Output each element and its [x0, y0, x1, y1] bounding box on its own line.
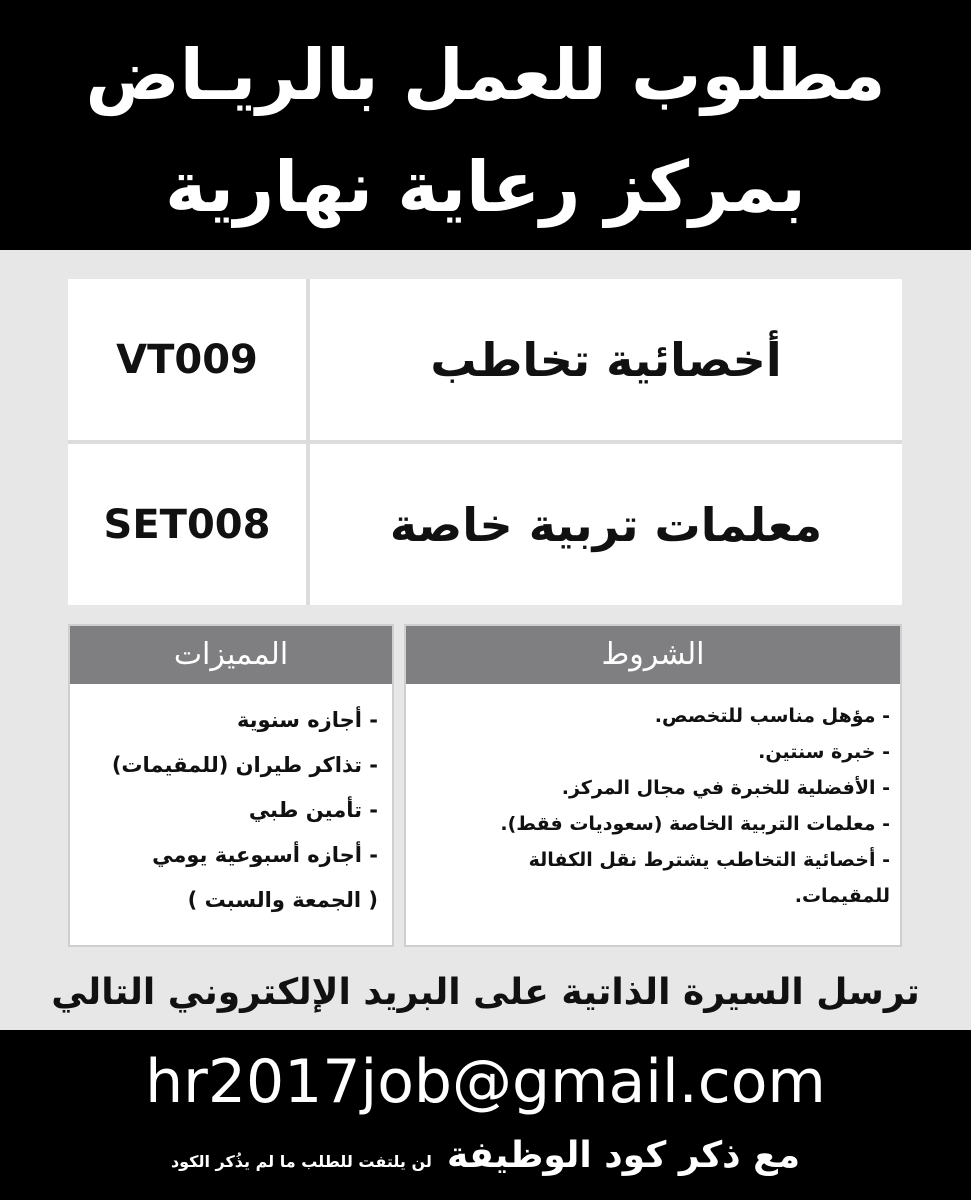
list-item: - مؤهل مناسب للتخصص.	[654, 705, 890, 727]
features-list	[70, 684, 392, 923]
footnote	[0, 1130, 971, 1188]
list-item: - تذاكر طيران (للمقيمات)	[111, 753, 378, 777]
jobs-table	[68, 279, 902, 605]
conditions-list	[406, 684, 900, 914]
job-code-note: مع ذكر كود الوظيفة	[447, 1135, 801, 1176]
headline-daycare: بمركز رعاية نهارية	[165, 146, 806, 228]
list-item: - تأمين طبي	[248, 798, 378, 822]
headline-riyadh: مطلوب للعمل بالريـاض	[85, 34, 886, 116]
send-cv-note: ترسل السيرة الذاتية على البريد الإلكتروني التالي	[51, 972, 920, 1013]
list-item: - أخصائية التخاطب يشترط نقل الكفالة	[528, 849, 890, 871]
job-code: VT009	[68, 279, 306, 440]
conditions-box	[404, 624, 902, 947]
job-title: معلمات تربية خاصة	[310, 444, 902, 605]
list-item: - الأفضلية للخبرة في مجال المركز.	[561, 777, 890, 799]
list-item: - خبرة سنتين.	[758, 741, 890, 763]
footer-banner	[0, 1030, 971, 1200]
list-item: - معلمات التربية الخاصة (سعوديات فقط).	[500, 813, 890, 835]
email-address[interactable]: hr2017job@gmail.com	[145, 1047, 826, 1117]
list-item: - أجازه سنوية	[236, 708, 378, 732]
list-item: ( الجمعة والسبت )	[187, 888, 378, 912]
header-banner	[0, 0, 971, 250]
job-row	[68, 444, 902, 605]
job-title: أخصائية تخاطب	[310, 279, 902, 440]
list-item: للمقيمات.	[794, 885, 890, 907]
job-row	[68, 279, 902, 440]
features-heading: المميزات	[70, 626, 392, 684]
conditions-heading: الشروط	[406, 626, 900, 684]
job-code: SET008	[68, 444, 306, 605]
warning-note: لن يلتفت للطلب ما لم يذُكر الكود	[170, 1152, 432, 1171]
features-box	[68, 624, 394, 947]
list-item: - أجازه أسبوعية يومي	[152, 843, 378, 867]
